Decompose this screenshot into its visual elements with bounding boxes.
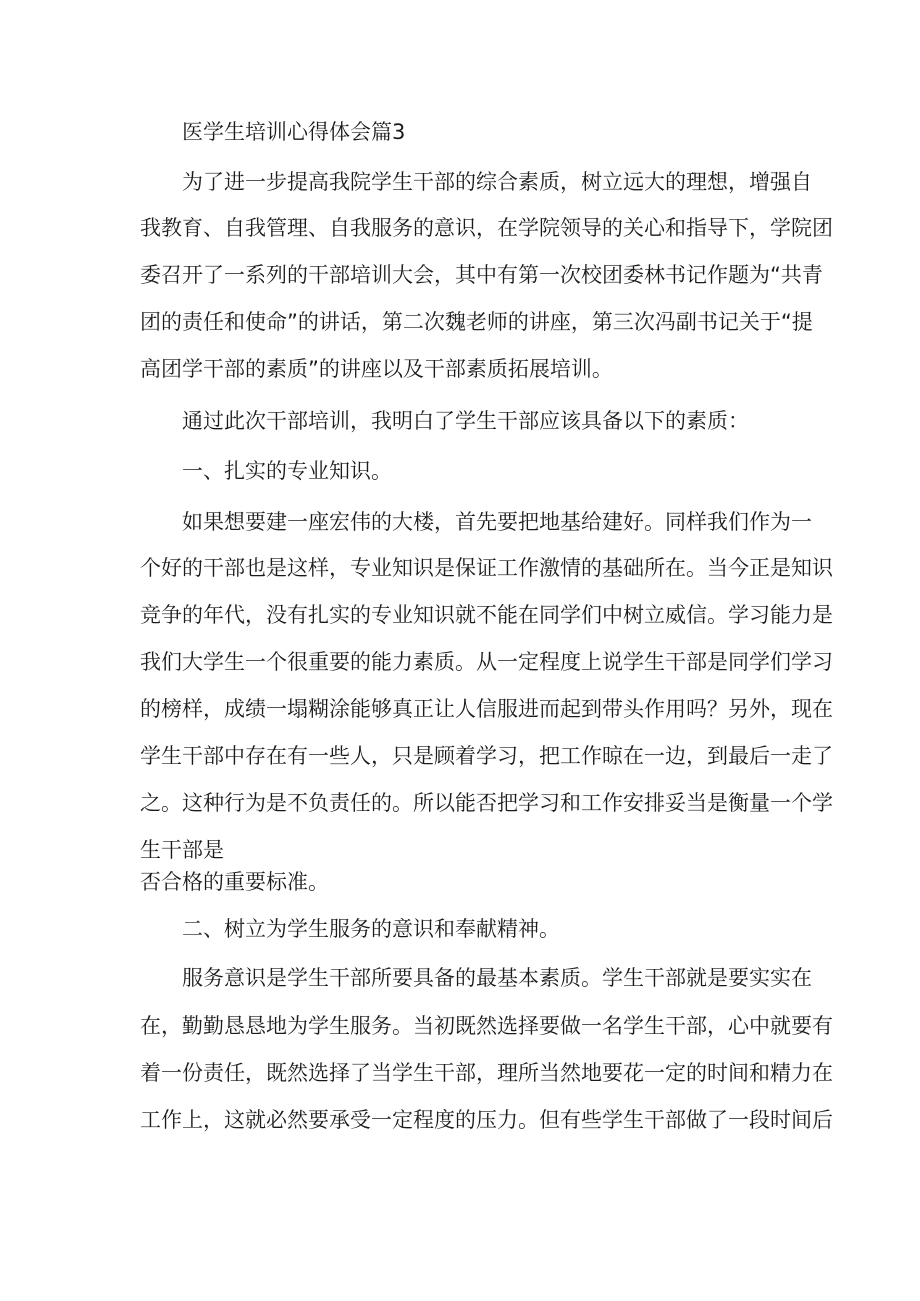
- paragraph-3-line-5: 的榜样，成绩一塌糊涂能够真正让人信服进而起到带头作用吗？另外，现在: [140, 697, 833, 721]
- paragraph-3-line-9: 否合格的重要标准。: [140, 870, 329, 894]
- section-heading-2: 二、树立为学生服务的意识和奉献精神。: [182, 917, 560, 941]
- paragraph-3-line-8: 生干部是: [140, 838, 224, 862]
- paragraph-3-line-4: 我们大学生一个很重要的能力素质。从一定程度上说学生干部是同学们学习: [140, 650, 833, 674]
- paragraph-4-line-4: 工作上，这就必然要承受一定程度的压力。但有些学生干部做了一段时间后: [140, 1108, 833, 1132]
- paragraph-3-line-1: 如果想要建一座宏伟的大楼，首先要把地基给建好。同样我们作为一: [182, 510, 812, 534]
- paragraph-1-line-5: 高团学干部的素质”的讲座以及干部素质拓展培训。: [140, 357, 613, 381]
- paragraph-1-line-1: 为了进一步提高我院学生干部的综合素质，树立远大的理想，增强自: [182, 170, 812, 194]
- paragraph-1-line-2: 我教育、自我管理、自我服务的意识，在学院领导的关心和指导下，学院团: [140, 216, 833, 240]
- paragraph-3-line-7: 之。这种行为是不负责任的。所以能否把学习和工作安排妥当是衡量一个学: [140, 791, 833, 815]
- paragraph-3-line-2: 个好的干部也是这样，专业知识是保证工作激情的基础所在。当今正是知识: [140, 556, 833, 580]
- paragraph-4-line-3: 着一份责任，既然选择了当学生干部，理所当然地要花一定的时间和精力在: [140, 1061, 833, 1085]
- paragraph-3-line-6: 学生干部中存在有一些人，只是顾着学习，把工作晾在一边，到最后一走了: [140, 744, 833, 768]
- paragraph-1-line-3: 委召开了一系列的干部培训大会，其中有第一次校团委林书记作题为“共青: [140, 263, 823, 287]
- paragraph-4-line-2: 在，勤勤恳恳地为学生服务。当初既然选择要做一名学生干部，心中就要有: [140, 1014, 833, 1038]
- paragraph-4-line-1: 服务意识是学生干部所要具备的最基本素质。学生干部就是要实实在: [182, 966, 812, 990]
- section-heading-1: 一、扎实的专业知识。: [182, 459, 392, 483]
- document-title: 医学生培训心得体会篇3: [182, 120, 406, 144]
- paragraph-1-line-4: 团的责任和使命”的讲话，第二次魏老师的讲座，第三次冯副书记关于“提: [140, 310, 813, 334]
- paragraph-3-line-3: 竞争的年代，没有扎实的专业知识就不能在同学们中树立威信。学习能力是: [140, 603, 833, 627]
- paragraph-2: 通过此次干部培训，我明白了学生干部应该具备以下的素质：: [182, 409, 749, 433]
